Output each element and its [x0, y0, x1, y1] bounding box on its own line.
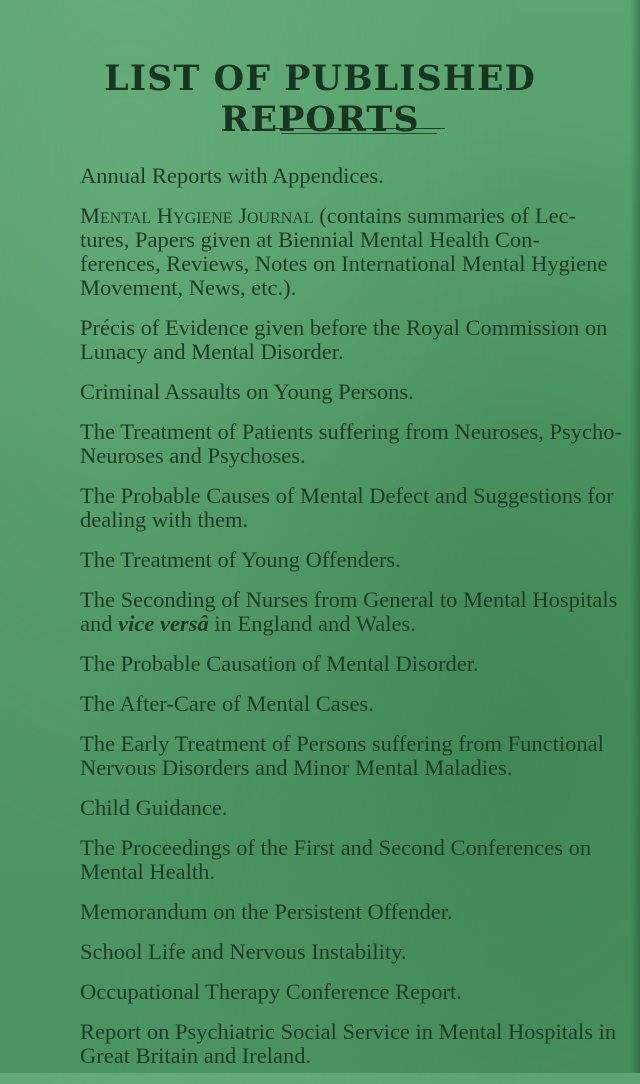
report-title-line: School Life and Nervous Instability. — [80, 939, 407, 964]
report-title-continuation: Mental Health. — [80, 859, 215, 884]
report-title-line: Memorandum on the Persistent Offender. — [80, 899, 453, 924]
report-item — [80, 380, 636, 404]
report-item — [80, 204, 636, 300]
report-title-continuation: ferences, Reviews, Notes on International Mental Hygiene — [80, 251, 608, 276]
report-title-continuation: Nervous Disorders and Minor Mental Maladies. — [80, 755, 513, 780]
report-item — [80, 1020, 636, 1068]
report-item — [80, 692, 636, 716]
report-item — [80, 940, 636, 964]
report-item — [80, 900, 636, 924]
report-item — [80, 548, 636, 572]
report-title-line: The Treatment of Patients suffering from Neuroses, Psycho- — [80, 419, 622, 444]
report-item — [80, 164, 636, 188]
report-title-line: The Early Treatment of Persons suffering from Functional — [80, 731, 604, 756]
report-title-line: The Probable Causes of Mental Defect and Suggestions for — [80, 483, 614, 508]
report-title-continuation: tures, Papers given at Biennial Mental Health Con- — [80, 227, 540, 252]
report-title-line: Occupational Therapy Conference Report. — [80, 979, 462, 1004]
title-rule-secondary — [281, 133, 437, 134]
report-item — [80, 420, 636, 468]
report-title-continuation: Lunacy and Mental Disorder. — [80, 339, 344, 364]
report-title-line: The Probable Causation of Mental Disorder. — [80, 651, 479, 676]
report-item — [80, 980, 636, 1004]
report-item — [80, 836, 636, 884]
report-title-line: Criminal Assaults on Young Persons. — [80, 379, 414, 404]
report-item — [80, 732, 636, 780]
report-list — [80, 164, 636, 1084]
report-title-line: The Proceedings of the First and Second Conferences on — [80, 835, 592, 860]
report-title-line: Précis of Evidence given before the Royal Commission on — [80, 315, 608, 340]
report-title-continuation: Neuroses and Psychoses. — [80, 443, 306, 468]
title-rule — [273, 128, 445, 129]
journal-name: Mental Hygiene Journal — [80, 203, 314, 228]
report-item — [80, 484, 636, 532]
report-item — [80, 796, 636, 820]
report-title-line: Report on Psychiatric Social Service in Mental Hospitals in — [80, 1019, 617, 1044]
report-title-continuation: dealing with them. — [80, 507, 249, 532]
report-item — [80, 652, 636, 676]
report-item — [80, 588, 636, 636]
report-title-line: Mental Hygiene Journal (contains summaries of Lec- — [80, 203, 577, 228]
report-title-continuation: Great Britain and Ireland. — [80, 1043, 312, 1068]
report-title-line: The Seconding of Nurses from General to Mental Hospitals — [80, 587, 618, 612]
italic-phrase: vice versâ — [118, 611, 209, 636]
report-title-line: The Treatment of Young Offenders. — [80, 547, 401, 572]
report-title-continuation: and vice versâ in England and Wales. — [80, 611, 416, 636]
report-title-continuation: Movement, News, etc.). — [80, 275, 297, 300]
report-title-line: Child Guidance. — [80, 795, 228, 820]
report-title-line: Annual Reports with Appendices. — [80, 163, 384, 188]
page-title: LIST OF PUBLISHED REPORTS — [104, 58, 536, 140]
report-title-line: The After-Care of Mental Cases. — [80, 691, 374, 716]
report-item — [80, 316, 636, 364]
